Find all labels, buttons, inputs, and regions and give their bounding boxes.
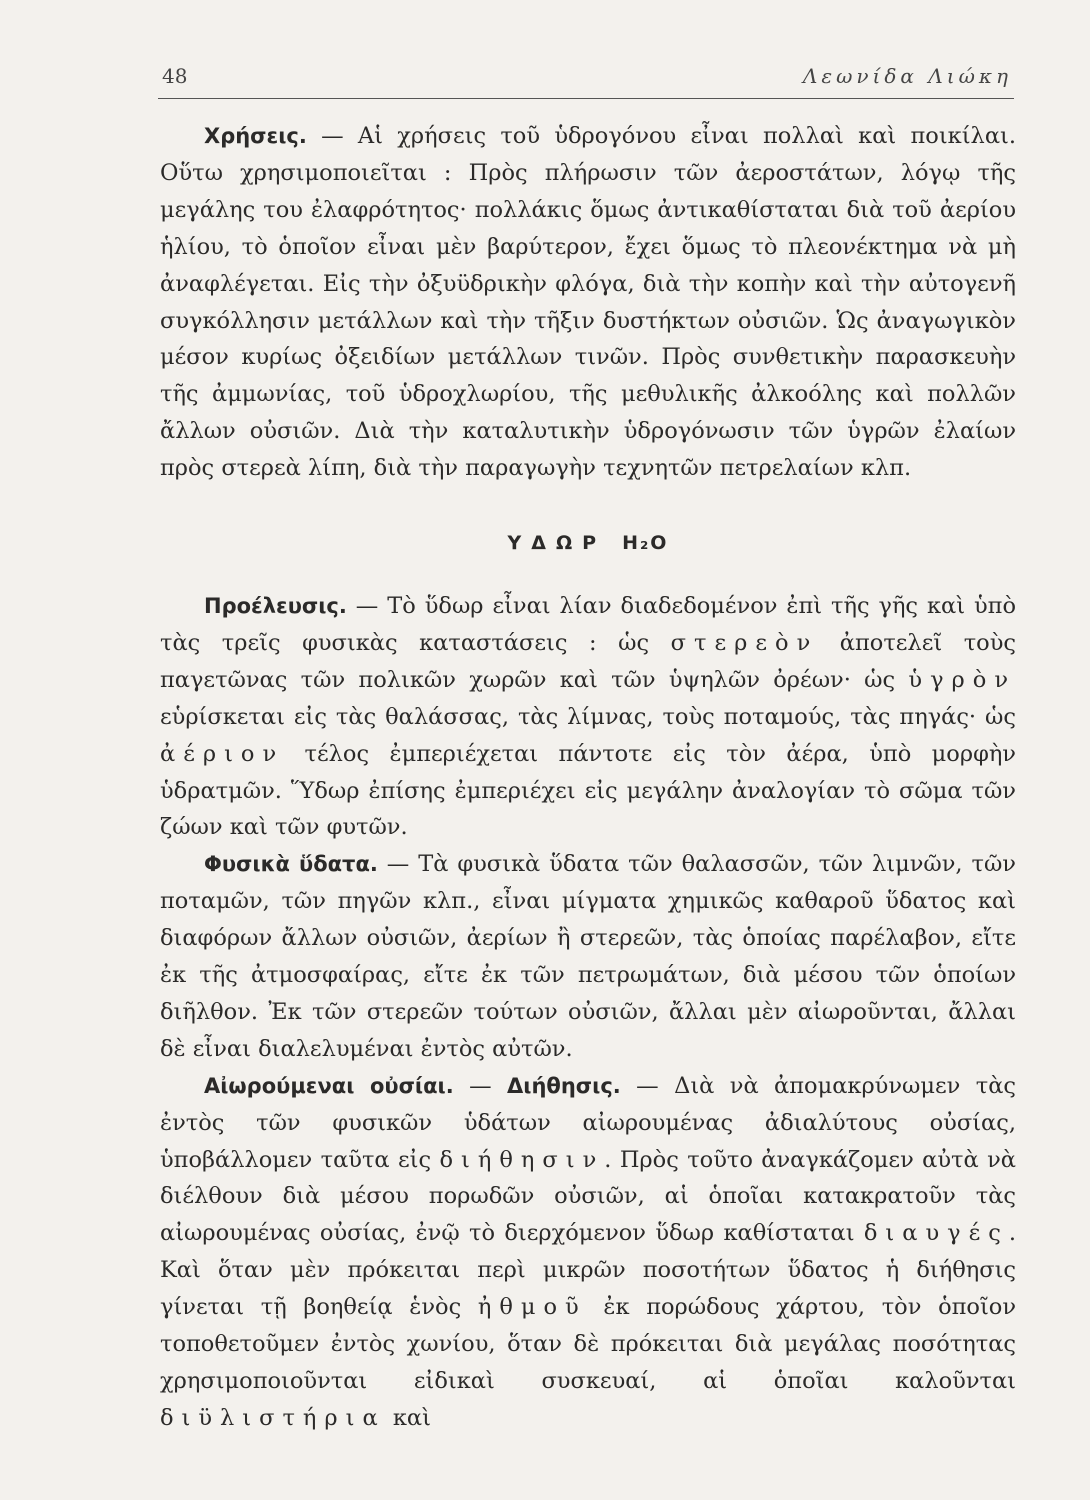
text-natural-waters: — Τὰ φυσικὰ ὕδατα τῶν θαλασσῶν, τῶν λιμνῶν, τῶν ποταμῶν, τῶν πηγῶν κλπ., εἶναι μίγματα χημικῶς καθαροῦ ὕδατος καὶ διαφόρων ἄλλων οὐσιῶν, ἀερίων ἢ στερεῶν, τὰς ὁποίας παρέλαβον, εἴτε ἐκ τῆς ἀτμοσφαίρας, εἴτε ἐκ τῶν πετρωμάτων, διὰ μέσου τῶν ὁποίων διῆλθον. Ἐκ τῶν στερεῶν τούτων οὐσιῶν, ἄλλαι μὲν αἰωροῦνται, ἄλλαι δὲ εἶναι διαλελυμέναι ἐντὸς αὐτῶν. bbox=[160, 851, 1016, 1062]
paragraph-origin bbox=[160, 588, 1016, 846]
running-title: Λεωνίδα Λιώκη bbox=[802, 64, 1012, 88]
heading-dash: — bbox=[453, 1072, 508, 1099]
text-suspended-3: . Καὶ ὅταν μὲν πρόκειται περὶ μικρῶν ποσοτήτων ὕδατος ἡ διήθησις γίνεται τῇ βοηθείᾳ ἑνὸς bbox=[160, 1220, 1016, 1321]
heading-origin: Προέλευσις. bbox=[204, 593, 347, 618]
spaced-filters: διϋλιστήρια bbox=[160, 1404, 386, 1431]
paragraph-suspended bbox=[160, 1068, 1016, 1437]
heading-uses: Χρήσεις. bbox=[204, 124, 307, 148]
paragraph-natural-waters bbox=[160, 846, 1016, 1067]
text-uses: — Αἱ χρήσεις τοῦ ὑδρογόνου εἶναι πολλαὶ καὶ ποικίλαι. Οὕτω χρησιμοποιεῖται : Πρὸς πλήρωσιν τῶν ἀεροστάτων, λόγῳ τῆς μεγάλης του ἐλαφρότητος· πολλάκις ὅμως ἀντικαθίσταται διὰ τοῦ ἀερίου ἡλίου, τὸ ὁποῖον εἶναι μὲν βαρύτερον, ἔχει ὅμως τὸ πλεονέκτημα νὰ μὴ ἀναφλέγεται. Εἰς τὴν ὀξυϋδρικὴν φλόγα, διὰ τὴν κοπὴν καὶ τὴν αὐτογενῆ συγκόλλησιν μετάλλων καὶ τὴν τῆξιν δυστήκτων οὐσιῶν. Ὡς ἀναγωγικὸν μέσον κυρίως ὀξειδίων μετάλλων τινῶν. Πρὸς συνθετικὴν παρασκευὴν τῆς ἀμμωνίας, τοῦ ὑδροχλωρίου, τῆς μεθυλικῆς ἀλκοόλης καὶ πολλῶν ἄλλων οὐσιῶν. Διὰ τὴν καταλυτικὴν ὑδρογόνωσιν τῶν ὑγρῶν ἐλαίων πρὸς στερεὰ λίπη, διὰ τὴν παραγωγὴν τεχνητῶν πετρελαίων κλπ. bbox=[160, 123, 1016, 482]
text-suspended-1: — Διὰ νὰ ἀπομακρύνωμεν τὰς ἐντὸς τῶν φυσικῶν ὑδάτων αἰωρουμένας ἀδιαλύτους οὐσίας, ὑποβάλλομεν ταῦτα εἰς bbox=[160, 1072, 1016, 1173]
spaced-gas: ἀέριον bbox=[160, 740, 285, 767]
heading-natural-waters: Φυσικὰ ὕδατα. bbox=[204, 852, 378, 877]
spaced-filtration: διήθησιν bbox=[439, 1146, 605, 1173]
text-suspended-5: καὶ bbox=[385, 1404, 431, 1431]
text-suspended-4: ἐκ πορώδους χάρτου, τὸν ὁποῖον τοποθετοῦμεν ἐντὸς χωνίου, ὅταν δὲ πρόκειται διὰ μεγάλας ποσότητας χρησιμοποιοῦνται εἰδικαὶ συσκευαί, αἱ ὁποῖαι καλοῦνται bbox=[160, 1294, 1017, 1394]
spaced-clear: διαυγές bbox=[863, 1220, 1009, 1247]
text-origin-4: τέλος ἐμπεριέχεται πάντοτε εἰς τὸν ἀέρα, ὑπὸ μορφὴν ὑδρατμῶν. Ὕδωρ ἐπίσης ἐμπεριέχει εἰς μεγάλην ἀναλογίαν τὸ σῶμα τῶν ζώων καὶ τῶν φυτῶν. bbox=[160, 740, 1016, 841]
spaced-liquid: ὑγρὸν bbox=[908, 666, 1016, 693]
page-number: 48 bbox=[162, 64, 188, 88]
text-origin-3: εὑρίσκεται εἰς τὰς θαλάσσας, τὰς λίμνας, τοὺς ποταμούς, τὰς πηγάς· ὡς bbox=[160, 703, 1016, 730]
section-title bbox=[160, 525, 1016, 562]
text-origin-2: ἀποτελεῖ τοὺς παγετῶνας τῶν πολικῶν χωρῶν καὶ τῶν ὑψηλῶν ὀρέων· ὡς bbox=[160, 629, 1017, 693]
heading-filtration: Διήθησις. bbox=[507, 1073, 621, 1098]
paragraph-uses bbox=[160, 118, 1016, 487]
spaced-solid: στερεὸν bbox=[670, 629, 819, 656]
section-title-word: ΥΔΩΡ bbox=[507, 532, 607, 555]
section-formula: H₂O bbox=[622, 532, 669, 555]
header-rule bbox=[158, 98, 1014, 99]
heading-suspended: Αἰωρούμεναι οὐσίαι. bbox=[204, 1073, 454, 1098]
text-origin-1: — Τὸ ὕδωρ εἶναι λίαν διαδεδομένον ἐπὶ τῆς γῆς καὶ ὑπὸ τὰς τρεῖς φυσικὰς καταστάσεις : ὡς bbox=[160, 592, 1016, 656]
page-body bbox=[160, 118, 1016, 1437]
text-suspended-2: . Πρὸς τοῦτο ἀναγκάζομεν αὐτὰ νὰ διέλθουν διὰ μέσου πορωδῶν οὐσιῶν, αἱ ὁποῖαι κατακρατοῦν τὰς αἰωρουμένας οὐσίας, ἐνῷ τὸ διερχόμενον ὕδωρ καθίσταται bbox=[160, 1146, 1016, 1247]
spaced-strainer: ἠθμοῦ bbox=[477, 1294, 587, 1321]
